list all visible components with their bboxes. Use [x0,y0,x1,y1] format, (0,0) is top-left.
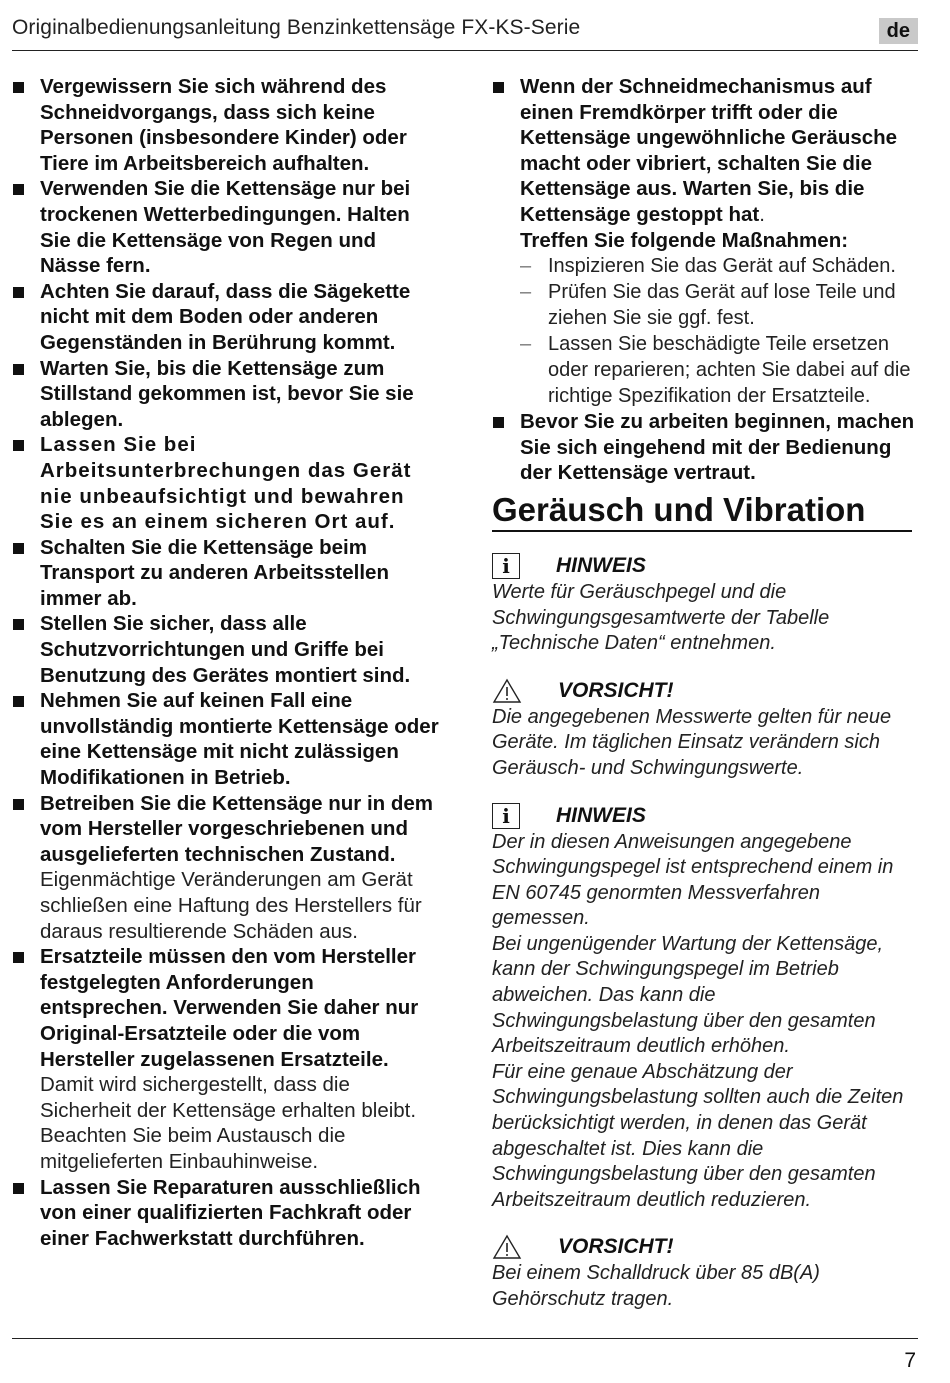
notice-paragraph: Für eine genaue Abschätzung der Schwingungsbelastung sollten auch die Zeiten berücksichtigt werden, in denen das Gerät abgeschaltet ist. Dies kann die Schwingungsbelastung über den gesamten Arbeitszeitraum deutlich reduzieren. [492,1060,904,1211]
square-bullet-icon [13,619,24,630]
notice-header: i HINWEIS [492,802,922,830]
safety-item: Lassen Sie bei Arbeitsunterbrechungen das Gerät nie unbeaufsichtigt und bewahren Sie es an einem sicheren Ort auf. [12,432,442,534]
notice-header: i HINWEIS [492,552,922,580]
square-bullet-icon [493,417,504,428]
square-bullet-icon [13,696,24,707]
notice-paragraph: Der in diesen Anweisungen angegebene Schwingungspegel ist entsprechend einem in EN 60745 genormten Messverfahren gemessen. [492,830,894,930]
square-bullet-icon [13,287,24,298]
square-bullet-icon [13,364,24,375]
measure-item: – Inspizieren Sie das Gerät auf Schäden. [520,255,896,278]
square-bullet-icon [13,184,24,195]
safety-item: Schalten Sie die Kettensäge beim Transport zu anderen Arbeitsstellen immer ab. [12,535,442,612]
safety-item: Wenn der Schneidmechanismus auf einen Fremdkörper trifft oder die Kettensäge ungewöhnliche Geräusche macht oder vibriert, schalten Sie die Kettensäge aus. Warten Sie, bis die Kettensäge gestoppt hat. Treffen Sie folgende Maßnahmen: [492,74,922,253]
left-column [12,74,442,1251]
info-icon: i [492,553,520,579]
dash-bullet-icon: – [520,333,532,356]
warning-triangle-icon [492,678,522,704]
notice-header: VORSICHT! [492,1233,922,1261]
safety-item: Nehmen Sie auf keinen Fall eine unvollständig montierte Kettensäge oder eine Kettensäge mit nicht zulässigen Modifikationen in Betrieb. [12,688,442,790]
measure-item: – Prüfen Sie das Gerät auf lose Teile und ziehen Sie sie ggf. fest. [520,281,896,330]
square-bullet-icon [13,799,24,810]
measure-item: – Lassen Sie beschädigte Teile ersetzen oder reparieren; achten Sie dabei auf die richtige Spezifikation der Ersatzteile. [520,333,911,408]
safety-item: Bevor Sie zu arbeiten beginnen, machen Sie sich eingehend mit der Bedienung der Kettensäge vertraut. [492,409,922,486]
measures-title: Treffen Sie folgende Maßnahmen: [520,228,849,252]
square-bullet-icon [13,543,24,554]
safety-item: Betreiben Sie die Kettensäge nur in dem vom Hersteller vorgeschriebenen und ausgelieferten technischen Zustand. Eigenmächtige Veränderungen am Gerät schließen eine Haftung des Herstellers für daraus resultierende Schäden aus. [12,791,442,945]
page-number: 7 [904,1349,916,1372]
notice-text: Werte für Geräuschpegel und die Schwingungsgesamtwerte der Tabelle „Technische Daten“ entnehmen. [492,580,830,655]
square-bullet-icon [13,1183,24,1194]
square-bullet-icon [13,440,24,451]
info-icon: i [492,803,520,829]
notice-header: VORSICHT! [492,677,922,705]
notice-paragraph: Bei ungenügender Wartung der Kettensäge, kann der Schwingungspegel im Betrieb abweichen. Das kann die Schwingungsbelastung über den gesamten Arbeitszeitraum deutlich erhöhen. [492,932,884,1058]
language-badge: de [879,18,918,44]
warning-triangle-icon [492,1234,522,1260]
safety-item: Achten Sie darauf, dass die Sägekette nicht mit dem Boden oder anderen Gegenständen in Berührung kommt. [12,279,442,356]
safety-item: Ersatzteile müssen den vom Hersteller festgelegten Anforderungen entsprechen. Verwenden Sie daher nur Original-Ersatzteile oder die vom Hersteller zugelassenen Ersatzteile. Damit wird sichergestellt, dass die Sicherheit der Kettensäge erhalten bleibt. Beachten Sie beim Austausch die mitgelieferten Einbauhinweise. [12,944,442,1174]
footer-divider [12,1338,918,1339]
square-bullet-icon [493,82,504,93]
safety-item: Stellen Sie sicher, dass alle Schutzvorrichtungen und Griffe bei Benutzung des Gerätes montiert sind. [12,611,442,688]
manual-title: Originalbedienungsanleitung Benzinkettensäge FX-KS-Serie [12,16,581,39]
square-bullet-icon [13,952,24,963]
page-header [12,14,918,51]
safety-item: Lassen Sie Reparaturen ausschließlich von einer qualifizierten Fachkraft oder einer Fachwerkstatt durchführen. [12,1175,442,1252]
safety-item: Vergewissern Sie sich während des Schneidvorgangs, dass sich keine Personen (insbesondere Kinder) oder Tiere im Arbeitsbereich aufhalten. [12,74,442,176]
safety-item: Warten Sie, bis die Kettensäge zum Stillstand gekommen ist, bevor Sie sie ablegen. [12,356,442,433]
section-heading: Geräusch und Vibration [492,490,912,532]
right-column [492,74,922,1313]
square-bullet-icon [13,82,24,93]
notice-text: Die angegebenen Messwerte gelten für neue Geräte. Im täglichen Einsatz verändern sich Geräusch- und Schwingungswerte. [492,705,892,779]
dash-bullet-icon: – [520,255,532,278]
notice-text: Bei einem Schalldruck über 85 dB(A) Gehörschutz tragen. [492,1262,820,1310]
safety-item: Verwenden Sie die Kettensäge nur bei trockenen Wetterbedingungen. Halten Sie die Kettensäge von Regen und Nässe fern. [12,176,442,278]
dash-bullet-icon: – [520,281,532,304]
